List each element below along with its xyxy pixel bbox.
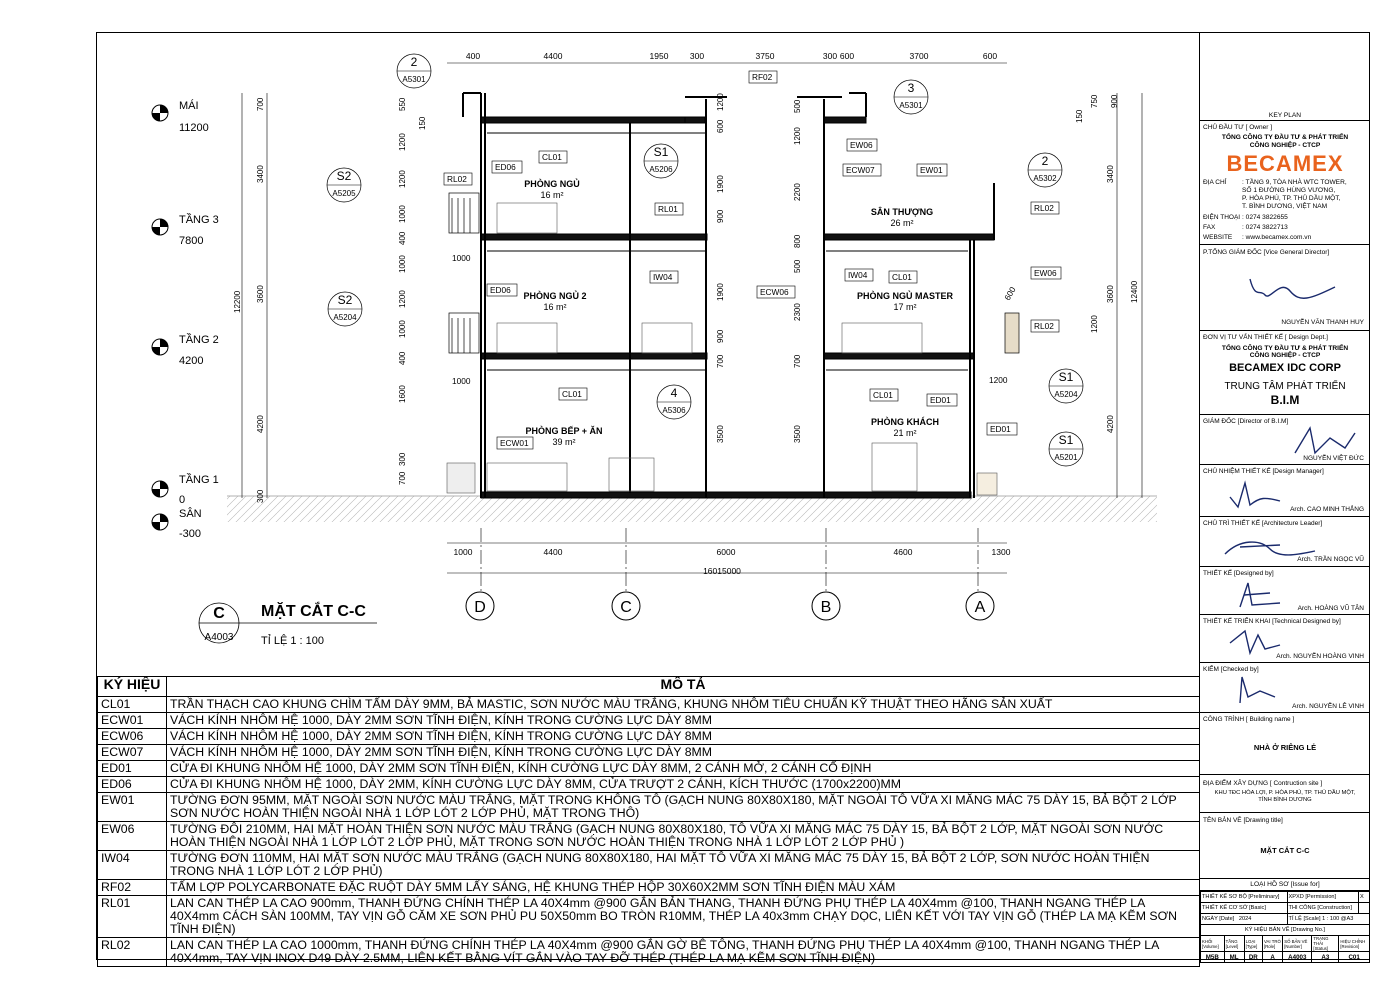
room-area: 16 m²: [543, 302, 567, 312]
legend-desc: VÁCH KÍNH NHÔM HỆ 1000, DÀY 2MM SƠN TĨNH ĐIỆN, KÍNH TRONG CƯỜNG LỰC DÀY 8MM: [167, 729, 1200, 745]
v-dim: 1000: [398, 205, 407, 223]
v-dim: 400: [398, 231, 407, 245]
center-name: TRUNG TÂM PHÁT TRIỂN: [1224, 381, 1346, 392]
code-header: TẦNG [Level]: [1224, 936, 1244, 952]
mid-dim: 1200: [793, 127, 802, 145]
bottom-dim: 6000: [716, 547, 736, 557]
legend-code: ED06: [98, 777, 167, 793]
signature-icon: [1240, 269, 1340, 305]
level-value: 7800: [179, 235, 204, 247]
design-dept-label: ĐƠN VỊ TƯ VẤN THIẾT KẾ [ Design Dept.]: [1203, 334, 1328, 341]
v-dim: 1200: [398, 170, 407, 188]
address-block: [1242, 179, 1347, 211]
legend-header-desc: MÔ TẢ: [167, 677, 1200, 697]
v-dim: 400: [398, 351, 407, 365]
designer-name: Arch. HOÀNG VŨ TÂN: [1297, 605, 1364, 612]
callout-sheet: A5206: [649, 165, 673, 174]
legend-row: [98, 713, 1200, 729]
railings: [449, 193, 1019, 353]
tag: ED01: [930, 395, 951, 405]
code-value: M5B: [1201, 952, 1225, 963]
v-dim: 700: [256, 97, 265, 111]
legend-desc: VÁCH KÍNH NHÔM HỆ 1000, DÀY 2MM SƠN TĨNH ĐIỆN, KÍNH TRONG CƯỜNG LỰC DÀY 8MM: [167, 713, 1200, 729]
code-value: ML: [1224, 952, 1244, 963]
tag: 1000: [452, 253, 471, 263]
signature-icon: [1220, 671, 1320, 707]
legend-desc: CỬA ĐI KHUNG NHÔM HỆ 1000, DÀY 2MM SƠN TĨNH ĐIỆN, KÍNH CƯỜNG LỰC DÀY 8MM, 2 CÁNH MỞ, 2 CÁNH CỐ ĐỊNH: [167, 761, 1200, 777]
legend-code: ECW06: [98, 729, 167, 745]
address-line: : TẦNG 9, TÒA NHÀ WTC TOWER,: [1242, 179, 1347, 186]
leader-label: CHỦ TRÌ THIẾT KẾ [Architecture Leader]: [1203, 520, 1323, 527]
code-header: SỐ BẢN VẼ [Number]: [1283, 936, 1312, 952]
left-total: 3600: [256, 285, 265, 303]
mid-dim: 1200: [716, 93, 725, 111]
top-dim: 400: [465, 51, 481, 61]
mid-dim: 3500: [716, 425, 725, 443]
code-table: [1200, 935, 1370, 963]
mid-dim: 900: [1110, 94, 1119, 108]
top-dim: 3750: [755, 51, 775, 61]
issue-cell: THIẾT KẾ SƠ BỘ [Preliminary]: [1201, 892, 1288, 903]
legend-row: [98, 822, 1200, 851]
tag: EW06: [850, 140, 873, 150]
mid-dim: 500: [793, 99, 802, 113]
room-name: SÂN THƯỢNG: [870, 207, 934, 217]
ground-hatch: [227, 496, 1157, 522]
checker-name: Arch. NGUYỄN LÊ VINH: [1292, 703, 1364, 710]
issue-label: LOẠI HỒ SƠ [Issue for]: [1250, 881, 1320, 888]
section-svg: [97, 33, 1199, 673]
v-dim: 1200: [398, 290, 407, 308]
bottom-dim: 1300: [991, 547, 1011, 557]
scale-value: 1 : 100 @A3: [1322, 916, 1354, 922]
website-value: : www.becamex.com.vn: [1242, 234, 1312, 241]
legend-row: [98, 880, 1200, 896]
grid-axes: [466, 592, 994, 620]
title-block: [1199, 33, 1370, 959]
bottom-dims: [454, 547, 1011, 576]
site-line: TỈNH BÌNH DƯƠNG: [1258, 797, 1312, 803]
building-cell: [1200, 713, 1370, 775]
title-callout-letter: C: [213, 605, 225, 622]
code-value: C01: [1339, 952, 1370, 963]
tag: EW06: [1034, 268, 1057, 278]
issue-label-cell: [1200, 879, 1370, 891]
checker-label: KIỂM [Checked by]: [1203, 666, 1259, 673]
code-header: TRẠNG THÁI [Status]: [1312, 936, 1339, 952]
code-header: HIỆU CHỈNH [Revision]: [1339, 936, 1370, 952]
bottom-dim: 4600: [893, 547, 913, 557]
code-header: LOẠI [Type]: [1244, 936, 1262, 952]
design-dept-1: TỔNG CÔNG TY ĐẦU TƯ & PHÁT TRIỂN: [1221, 345, 1349, 352]
mid-dim: 900: [716, 209, 725, 223]
tag: ED06: [490, 285, 511, 295]
tag: ECW01: [500, 438, 529, 448]
grid-axis-label: A: [974, 599, 986, 616]
drawing-no-label: KÝ HIỆU BẢN VẼ [Drawing No.]: [1201, 925, 1370, 936]
tag: IW04: [848, 270, 868, 280]
top-dim: 600: [839, 51, 855, 61]
vgd-cell: [1200, 245, 1370, 331]
legend-code: ECW07: [98, 745, 167, 761]
mid-dim: 2300: [793, 303, 802, 321]
legend-code: ECW01: [98, 713, 167, 729]
callout-sheet: A5204: [1054, 390, 1078, 399]
grid-lines: [481, 528, 978, 593]
element-tags: [444, 71, 1061, 449]
v-dim: 700: [398, 471, 407, 485]
code-value: A3: [1312, 952, 1339, 963]
legend-desc: TƯỜNG ĐÔI 210MM, HAI MẶT HOÀN THIỆN SƠN NƯỚC MÀU TRẮNG (GẠCH NUNG 80X80X180, TÔ VỮA XI MĂNG MÁC 75 DÀY 15, BẢ BỘT 2 LỚP, MẶT NGOÀI SƠN NƯỚC HOÀN THIỆN NGOÀI NHÀ 1 LỚP LÓT 2 LỚP PHỦ, MẶT TRONG SƠN NƯỚC HOÀN THIỆN TRONG NHÀ 1 LỚP LÓT 2 LỚP PHỦ ): [167, 822, 1200, 851]
manager-cell: [1200, 465, 1370, 517]
legend-desc: LAN CAN THÉP LA CAO 1000mm, THANH ĐỨNG CHÍNH THÉP LA 40X4mm @900 GẮN GỜ BÊ TÔNG, THANH ĐỨNG PHỤ THÉP LA 40X4mm @100, THANH NGANG THÉP LA 40X4mm, TAY VỊN INOX D49 DÀY 2.5MM, LIÊN KẾT BẰNG VÍT GẮN VÀO TAY ĐỠ THÉP (THÉP LA MẠ KẼM SƠN TĨNH ĐIỆN): [167, 938, 1200, 967]
legend-desc: CỬA ĐI KHUNG NHÔM HỆ 1000, DÀY 2MM, KÍNH CƯỜNG LỰC DÀY 8MM, CỬA TRƯỢT 2 CÁNH, KÍCH THƯỚC (1700x2200)MM: [167, 777, 1200, 793]
v-dim: 300: [398, 452, 407, 466]
level-value: 11200: [179, 122, 209, 134]
tag: IW04: [653, 272, 673, 282]
owner-label: CHỦ ĐẦU TƯ [ Owner ]: [1203, 124, 1272, 131]
key-plan-label: KEY PLAN: [1268, 112, 1302, 119]
level-markers: [152, 99, 219, 540]
room-name: PHÒNG KHÁCH: [870, 417, 940, 427]
design-dept-2: CÔNG NGHIỆP - CTCP: [1249, 352, 1321, 359]
owner-name-2: CÔNG NGHIỆP - CTCP: [1249, 142, 1321, 149]
tag: RL01: [658, 204, 678, 214]
legend-code: CL01: [98, 697, 167, 713]
tech-label: THIẾT KẾ TRIỂN KHAI [Technical Designed by]: [1203, 618, 1341, 625]
legend-row: [98, 745, 1200, 761]
ceilings: [487, 133, 968, 370]
callout-sheet: A5301: [402, 75, 426, 84]
tag: RL02: [1034, 203, 1054, 213]
legend-code: IW04: [98, 851, 167, 880]
mid-dim: 700: [716, 354, 725, 368]
phone-label: ĐIỆN THOẠI: [1203, 214, 1241, 221]
level-name: TẦNG 2: [179, 334, 219, 346]
furniture: [447, 203, 997, 495]
checker-cell: [1200, 663, 1370, 713]
room-name: PHÒNG NGỦ 2: [523, 291, 587, 301]
legend-row: [98, 729, 1200, 745]
bottom-dim: 4400: [543, 547, 563, 557]
mid-dim: 1200: [1090, 315, 1099, 333]
tag: ECW06: [760, 287, 789, 297]
legend-row: [98, 793, 1200, 822]
legend-desc: LAN CAN THÉP LA CAO 900mm, THANH ĐỨNG CHÍNH THÉP LA 40X4mm @900 GẮN BẢN THANG, THANH ĐỨNG PHỤ THÉP LA 40X4mm @100, THANH NGANG THÉP LA 40X4mm CÁCH SÀN 100MM, TAY VỊN GỖ CĂM XE SƠN PHỦ PU 50X50mm BO TRÒN R10MM, THÉP LA 40x3mm CHẠY DỌC, LIÊN KẾT VỚI TAY VỊN GỖ (THÉP LA MẠ KẼM SƠN TĨNH ĐIỆN): [167, 896, 1200, 938]
director-name: NGUYỄN VIỆT ĐỨC: [1303, 455, 1364, 462]
tag: CL01: [873, 390, 893, 400]
code-header: KHỐI [Volume]: [1201, 936, 1225, 952]
callout-sheet: A5301: [899, 101, 923, 110]
issue-mark: X: [1359, 892, 1370, 903]
tag: RL02: [447, 174, 467, 184]
signature-icon: [1290, 423, 1360, 459]
mid-dim: 1900: [716, 175, 725, 193]
tag: ECW07: [846, 165, 875, 175]
callout-sheet: A5302: [1033, 174, 1057, 183]
level-name: SÂN: [179, 508, 202, 520]
left-total: 12200: [233, 290, 242, 313]
code-value: DR: [1244, 952, 1262, 963]
callout-sheet: A5205: [332, 189, 356, 198]
drawing-title-value: MẶT CẮT C-C: [1260, 846, 1310, 855]
mid-dim: 500: [793, 259, 802, 273]
legend-code: EW01: [98, 793, 167, 822]
bim-name: B.I.M: [1270, 393, 1300, 407]
bottom-dim: 1000: [453, 547, 473, 557]
top-dim: 4400: [543, 51, 563, 61]
legend-code: RL01: [98, 896, 167, 938]
site-cell: [1200, 775, 1370, 813]
callout-num: 4: [670, 386, 678, 400]
mid-dim: 700: [793, 354, 802, 368]
issue-cell: THIẾT KẾ CƠ SỞ [Basic]: [1201, 903, 1288, 914]
grid-axis-label: D: [474, 599, 486, 616]
director-label: GIÁM ĐỐC [Director of B.I.M]: [1203, 418, 1289, 425]
issue-cell: XPXD [Permission]: [1287, 892, 1358, 903]
becamex-logo: BECAMEX: [1226, 151, 1344, 176]
level-value: -300: [179, 528, 202, 540]
tag: RL02: [1034, 321, 1054, 331]
designer-cell: [1200, 567, 1370, 615]
legend-code: RF02: [98, 880, 167, 896]
right-total: 12400: [1130, 280, 1139, 303]
owner-cell: [1200, 121, 1370, 245]
legend-row: [98, 777, 1200, 793]
top-dim: 3700: [909, 51, 929, 61]
callout-num: S1: [1058, 433, 1074, 447]
date-value: 2024: [1238, 916, 1252, 922]
tag: CL01: [562, 389, 582, 399]
level-value: 4200: [179, 355, 204, 367]
grid-axis-label: B: [820, 599, 832, 616]
address-label: ĐỊA CHỈ: [1203, 179, 1227, 186]
website-label: WEBSITE: [1203, 234, 1233, 241]
left-total: 3400: [256, 165, 265, 183]
idc-name: BECAMEX IDC CORP: [1229, 362, 1341, 374]
design-dept-cell: [1200, 331, 1370, 415]
tag: 1200: [989, 375, 1008, 385]
room-area: 26 m²: [890, 218, 914, 228]
fax-label: FAX: [1203, 224, 1216, 231]
callout-num: S1: [1058, 370, 1074, 384]
callout-num: S2: [336, 169, 352, 183]
legend-code: RL02: [98, 938, 167, 967]
manager-label: CHỦ NHIỆM THIẾT KẾ [Design Manager]: [1203, 468, 1324, 475]
v-dim: 1200: [398, 133, 407, 151]
section-drawing: [97, 33, 1199, 673]
room-name: PHÒNG NGỦ: [524, 179, 580, 189]
right-total: 4200: [1106, 415, 1115, 433]
mid-dim: 900: [716, 329, 725, 343]
tech-cell: [1200, 615, 1370, 663]
legend-code: ED01: [98, 761, 167, 777]
legend-row: [98, 938, 1200, 967]
room-labels: [523, 178, 953, 447]
mid-dim: 800: [793, 234, 802, 248]
mid-dim: 750: [1090, 94, 1099, 108]
legend-header: [98, 677, 1200, 697]
legend-table: [97, 676, 1200, 967]
scale-label: TỈ LỆ [Scale]: [1288, 916, 1321, 922]
tag: 1000: [452, 376, 471, 386]
phone-value: : 0274 3822655: [1242, 214, 1288, 221]
callout-sheet: A5204: [333, 313, 357, 322]
room-area: 39 m²: [552, 437, 576, 447]
site-line: KHU TĐC HÒA LỢI, P. HÒA PHÚ, TP. THỦ DẦU MỘT,: [1214, 790, 1356, 796]
legend-desc: VÁCH KÍNH NHÔM HỆ 1000, DÀY 2MM SƠN TĨNH ĐIỆN, KÍNH TRONG CƯỜNG LỰC DÀY 8MM: [167, 745, 1200, 761]
legend-row: [98, 697, 1200, 713]
v-dim: 150: [418, 116, 427, 130]
v-dim: 1000: [398, 255, 407, 273]
room-name: PHÒNG BẾP + ĂN: [525, 426, 603, 436]
building-name: NHÀ Ở RIÊNG LẺ: [1253, 743, 1317, 752]
room-area: 17 m²: [893, 302, 917, 312]
drawing-title-block: [199, 601, 377, 647]
tag: 600: [1002, 285, 1018, 302]
legend-desc: TƯỜNG ĐƠN 95MM, MẶT NGOÀI SƠN NƯỚC MÀU TRẮNG, MẶT TRONG KHÔNG TÔ (GẠCH NUNG 80X80X180, MẶT NGOÀI TÔ VỮA XI MĂNG MÁC 75 DÀY 15, BẢ BỘT 2 LỚP SƠN NƯỚC HOÀN THIỆN NGOÀI NHÀ 1 LỚP LÓT 2 LỚP PHỦ, MẶT TRONG THÔ): [167, 793, 1200, 822]
v-dim: 300: [256, 489, 265, 503]
callout-num: S1: [653, 145, 669, 159]
legend-desc: TRẦN THẠCH CAO KHUNG CHÌM TẤM DÀY 9MM, BẢ MASTIC, SƠN NƯỚC MÀU TRẮNG, KHUNG NHÔM TIÊU CHUẨN KỸ THUẬT THEO HÃNG SẢN XUẤT: [167, 697, 1200, 713]
fax-value: : 0274 3822713: [1242, 224, 1288, 231]
right-total: 3600: [1106, 285, 1115, 303]
issue-cell: THI CÔNG [Construction]: [1287, 903, 1358, 914]
issue-table: [1200, 891, 1370, 936]
v-dim: 1000: [398, 320, 407, 338]
code-header: VAI TRÒ [Role]: [1263, 936, 1283, 952]
tag: CL01: [542, 152, 562, 162]
leader-name: Arch. TRẦN NGỌC VŨ: [1297, 556, 1364, 563]
drawing-title: MẶT CẮT C-C: [261, 603, 366, 620]
legend-row: [98, 761, 1200, 777]
mid-dim: 3500: [793, 425, 802, 443]
manager-name: Arch. CAO MINH THẮNG: [1290, 506, 1364, 513]
room-area: 16 m²: [540, 190, 564, 200]
legend-row: [98, 896, 1200, 938]
level-value: 0: [179, 494, 186, 506]
top-dim: 300: [822, 51, 838, 61]
top-dims: [466, 51, 997, 61]
callout-num: S2: [337, 293, 353, 307]
top-dim: 300: [689, 51, 705, 61]
left-total: 4200: [256, 415, 265, 433]
v-dim: 550: [398, 97, 407, 111]
mid-dim: 2200: [793, 183, 802, 201]
legend-header-code: KÝ HIỆU: [98, 677, 167, 697]
level-name: MÁI: [179, 100, 199, 112]
code-value: A: [1263, 952, 1283, 963]
top-dim: 600: [982, 51, 998, 61]
key-plan-cell: [1200, 33, 1370, 121]
vgd-name: NGUYỄN VĂN THANH HUY: [1281, 319, 1364, 326]
right-total: 3400: [1106, 165, 1115, 183]
tag: EW01: [920, 165, 943, 175]
leader-cell: [1200, 517, 1370, 567]
tag: ED01: [990, 424, 1011, 434]
site-label: ĐỊA ĐIỂM XÂY DỰNG [ Contruction site ]: [1203, 780, 1323, 787]
mid-dim: 1900: [716, 283, 725, 301]
building-label: CÔNG TRÌNH [ Building name ]: [1203, 716, 1295, 723]
level-name: TẦNG 1: [179, 474, 219, 486]
callout-sheet: A5306: [662, 406, 686, 415]
address-line: SỐ 1 ĐƯỜNG HÙNG VƯƠNG,: [1242, 187, 1336, 194]
legend-row: [98, 851, 1200, 880]
grid-axis-label: C: [620, 599, 632, 616]
drawing-title-cell: [1200, 813, 1370, 879]
v-dim: 1600: [398, 385, 407, 403]
level-name: TẦNG 3: [179, 214, 219, 226]
room-area: 21 m²: [893, 428, 917, 438]
title-callout-sheet: A4003: [204, 632, 234, 643]
tech-name: Arch. NGUYỄN HOÀNG VINH: [1276, 653, 1364, 660]
designer-label: THIẾT KẾ [Designed by]: [1203, 570, 1274, 577]
address-line: P. HÒA PHÚ, TP. THỦ DẦU MỘT,: [1242, 195, 1341, 202]
overall-dim: 16015000: [703, 566, 741, 576]
mid-dim: 600: [716, 119, 725, 133]
director-cell: [1200, 415, 1370, 465]
callout-sheet: A5201: [1054, 453, 1078, 462]
callout-num: 2: [1041, 154, 1049, 168]
callout-num: 2: [410, 55, 418, 69]
room-name: PHÒNG NGỦ MASTER: [856, 291, 954, 301]
tag: RF02: [752, 72, 773, 82]
mid-dim: 150: [1075, 109, 1084, 123]
vgd-label: P.TỔNG GIÁM ĐỐC [Vice General Director]: [1203, 249, 1330, 256]
tag: ED06: [495, 162, 516, 172]
legend-code: EW06: [98, 822, 167, 851]
legend-desc: TƯỜNG ĐƠN 110MM, HAI MẶT SƠN NƯỚC MÀU TRẮNG (GẠCH NUNG 80X80X180, HAI MẶT TÔ VỮA XI MĂNG MÁC 75 DÀY 15, BẢ BỘT 2 LỚP, SƠN NƯỚC HOÀN THIỆN TRONG NHÀ 1 LỚP LÓT 2 LỚP PHỦ): [167, 851, 1200, 880]
date-label: NGÀY [Date]: [1202, 916, 1235, 922]
code-value: A4003: [1283, 952, 1312, 963]
owner-name-1: TỔNG CÔNG TY ĐẦU TƯ & PHÁT TRIỂN: [1221, 134, 1349, 141]
tag: CL01: [892, 272, 912, 282]
drawing-scale: TỈ LỆ 1 : 100: [261, 635, 324, 647]
top-dim: 1950: [649, 51, 669, 61]
address-line: T. BÌNH DƯƠNG, VIỆT NAM: [1242, 203, 1328, 210]
drawing-title-label: TÊN BẢN VẼ [Drawing title]: [1203, 817, 1283, 824]
legend-desc: TẤM LỢP POLYCARBONATE ĐẶC RUỘT DÀY 5MM LẤY SÁNG, HỆ KHUNG THÉP HỘP 30X60X2MM SƠN TĨNH ĐIỆN MÀU XÁM: [167, 880, 1200, 896]
callout-num: 3: [907, 81, 915, 95]
